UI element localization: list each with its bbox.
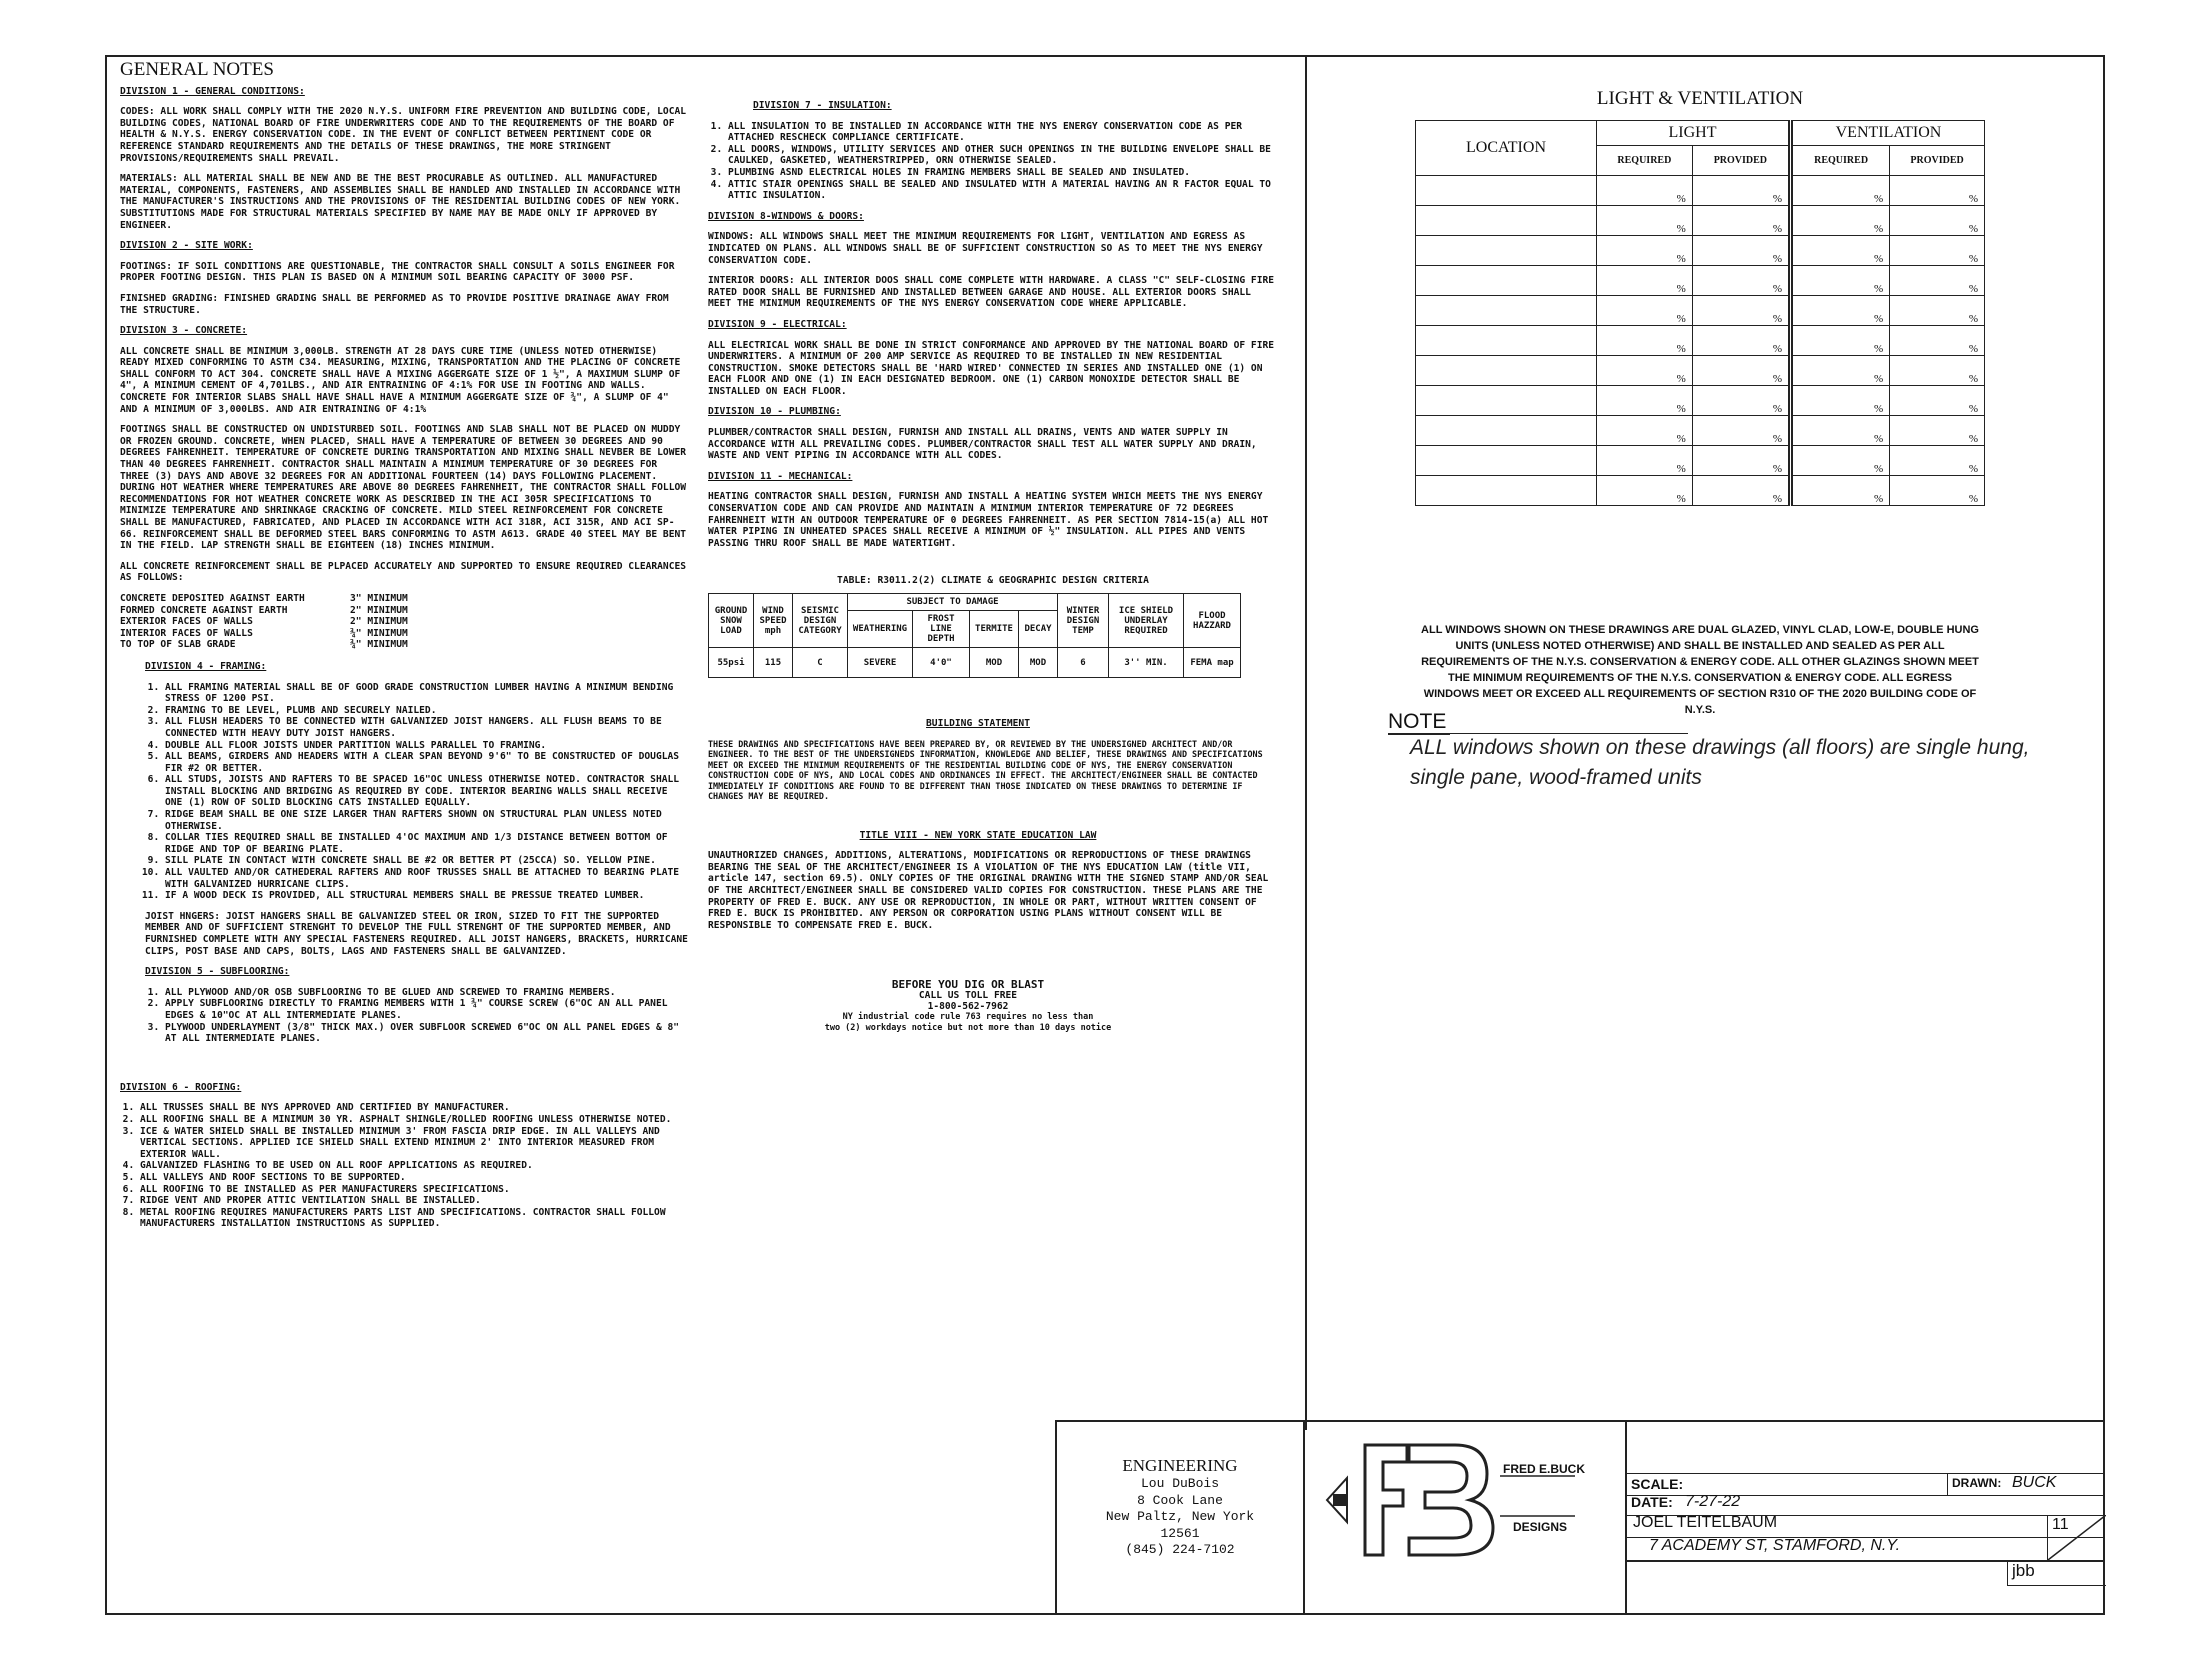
div6-item: 7. RIDGE VENT AND PROPER ATTIC VENTILATION SHALL BE INSTALLED. <box>140 1195 690 1207</box>
clearance-list <box>120 593 690 651</box>
div4-item: 10. ALL VAULTED AND/OR CATHEDERAL RAFTERS AND ROOF TRUSSES SHALL BE ATTACHED TO BEARING PLATE WITH GALVANIZED HURRICANE CLIPS. <box>165 867 690 890</box>
location-cell <box>1416 236 1597 266</box>
dig-call: CALL US TOLL FREE <box>918 990 1018 1002</box>
provided-header: PROVIDED <box>1692 146 1790 176</box>
percent-cell: % <box>1597 266 1693 296</box>
div3-footings: FOOTINGS SHALL BE CONSTRUCTED ON UNDISTURBED SOIL. FOOTINGS AND SLAB SHALL NOT BE PLACED ON MUDDY OR FROZEN GROUND. CONCRETE, WHEN PLACED, SHALL HAVE A TEMPERATURE OF BETWEEN 30 DEGREES AND 90 DEGREES FAHRENHEIT. TEMPERATURE OF CONCRETE DURING TRANSPORTATION AND MIXING SHALL NEVBER BE LOWER THAN 40 DEGREES FAHRENHEIT. CONTRACTOR SHALL MAINTAIN A MINIMUM TEMPERATURE OF 30 DEGREES FOR THREE (3) DAYS AND ABOVE 32 DEGREES FOR AN ADDITIONAL FOURTEEN (14) DAYS FOLLOWING PLACEMENT. DURING HOT WEATHER WHERE TEMPERATURES ARE ABOVE 80 DEGREES FAHRENHEIT, THE CONTRACTOR SHALL FOLLOW RECOMMENDATIONS FOR HOT WEATHER CONCRETE WORK AS DESCRIBED IN THE ACI 305R SPECIFICATIONS TO MINIMIZE TEMPERATURE AND SHRINKAGE CRACKING OF CONCRETE. MILD STEEL REINFORCEMENT FOR CONCRETE SHALL BE MANUFACTURED, FABRICATED, AND PLACED IN ACCORDANCE WITH ACI 318R, ACI 315R, AND ACI SP-66. REINFORCEMENT SHALL BE DEFORMED STEEL BARS CONFORMING TO ASTM A613. GRADE 40 STEEL MAY BE BENT IN THE FIELD. LAP STRENGTH SHALL BE EIGHTEEN (18) INCHES MINIMUM. <box>120 424 687 552</box>
div8-heading: DIVISION 8-WINDOWS & DOORS: <box>708 210 864 222</box>
percent-cell: % <box>1597 476 1693 506</box>
light-vent-row <box>1416 356 1985 386</box>
clearance-value: 2" MINIMUM <box>350 616 408 628</box>
percent-cell: % <box>1790 296 1889 326</box>
clearance-label: TO TOP OF SLAB GRADE <box>120 639 236 651</box>
climate-value: 3'' MIN. <box>1109 648 1184 678</box>
div11-mechanical: HEATING CONTRACTOR SHALL DESIGN, FURNISH AND INSTALL A HEATING SYSTEM WHICH MEETS THE NYS ENERGY CONSERVATION CODE AND CAN PROVIDE AND MAINTAIN A MINIMUM INTERIOR TEMPERATURE OF 72 DEGREES FAHRENHEIT WITH AN OUTDOOR TEMPERATURE OF 0 DEGREES FAHRENHEIT. AS PER SECTION 7814-15(a) ALL HOT WATER PIPING IN UNHEATED SPACES SHALL RECEIVE A MINIMUM OF ½" INSULATION. ALL PIPES AND VENTS PASSING THRU ROOF SHALL BE MADE WATERTIGHT. <box>708 491 1269 549</box>
div6-item: 3. ICE & WATER SHIELD SHALL BE INSTALLED MINIMUM 3' FROM FASCIA DRIP EDGE. IN ALL VALLEYS AND VERTICAL SECTIONS. APPLIED ICE SHIELD SHALL EXTEND MINIMUM 2' INTO INTERIOR MEASURED FROM EXTERIOR WALL. <box>140 1126 690 1161</box>
percent-cell: % <box>1790 206 1889 236</box>
percent-cell: % <box>1790 416 1889 446</box>
div5-list <box>145 987 690 1045</box>
percent-cell: % <box>1890 476 1985 506</box>
percent-cell: % <box>1890 206 1985 236</box>
percent-cell: % <box>1597 206 1693 236</box>
percent-cell: % <box>1597 296 1693 326</box>
climate-header: WIND SPEED mph <box>754 594 793 648</box>
climate-value: MOD <box>970 648 1019 678</box>
location-cell <box>1416 266 1597 296</box>
percent-cell: % <box>1790 476 1889 506</box>
div4-item: 6. ALL STUDS, JOISTS AND RAFTERS TO BE SPACED 16"OC UNLESS OTHERWISE NOTED. CONTRACTOR SHALL INSTALL BLOCKING AND BRIDGING AS REQUIRED BY CODE. INTERIOR BEARING WALLS SHALL RECEIVE ONE (1) ROW OF SOLID BLOCKING CATS INSTALLED EQUALLY. <box>165 774 690 809</box>
climate-value: FEMA map <box>1184 648 1241 678</box>
percent-cell: % <box>1597 446 1693 476</box>
general-notes-title: GENERAL NOTES <box>120 59 274 80</box>
location-cell <box>1416 416 1597 446</box>
climate-header: FROST LINE DEPTH <box>913 611 970 648</box>
div7-item: 1. ALL INSULATION TO BE INSTALLED IN ACCORDANCE WITH THE NYS ENERGY CONSERVATION CODE AS PER ATTACHED RESCHECK COMPLIANCE CERTIFICATE. <box>728 121 1278 144</box>
percent-cell: % <box>1692 386 1790 416</box>
location-cell <box>1416 386 1597 416</box>
div10-heading: DIVISION 10 - PLUMBING: <box>708 406 841 418</box>
light-vent-row <box>1416 446 1985 476</box>
clearance-label: EXTERIOR FACES OF WALLS <box>120 616 253 628</box>
percent-cell: % <box>1890 386 1985 416</box>
percent-cell: % <box>1597 326 1693 356</box>
div6-item: 4. GALVANIZED FLASHING TO BE USED ON ALL ROOF APPLICATIONS AS REQUIRED. <box>140 1160 690 1172</box>
logo-mark-icon <box>1325 1440 1625 1560</box>
clearance-label: CONCRETE DEPOSITED AGAINST EARTH <box>120 592 305 604</box>
div4-item: 3. ALL FLUSH HEADERS TO BE CONNECTED WITH GALVANIZED JOIST HANGERS. ALL FLUSH BEAMS TO BE CONNECTED WITH HEAVY DUTY JOIST HANGERS. <box>165 716 690 739</box>
percent-cell: % <box>1692 446 1790 476</box>
div4-item: 7. RIDGE BEAM SHALL BE ONE SIZE LARGER THAN RAFTERS SHOWN ON STRUCTURAL PLAN UNLESS NOTED OTHERWISE. <box>165 809 690 832</box>
building-statement-heading: BUILDING STATEMENT <box>926 718 1030 729</box>
climate-header: FLOOD HAZZARD <box>1184 594 1241 648</box>
light-vent-row <box>1416 206 1985 236</box>
percent-cell: % <box>1597 356 1693 386</box>
div9-heading: DIVISION 9 - ELECTRICAL: <box>708 318 847 330</box>
drawn-value: BUCK <box>2012 1474 2057 1491</box>
engineer-name: Lou DuBois <box>1140 1476 1219 1491</box>
light-vent-row <box>1416 176 1985 206</box>
div4-item: 1. ALL FRAMING MATERIAL SHALL BE OF GOOD GRADE CONSTRUCTION LUMBER HAVING A MINIMUM BENDING STRESS OF 1200 PSI. <box>165 682 690 705</box>
div5-item: 1. ALL PLYWOOD AND/OR OSB SUBFLOORING TO BE GLUED AND SCREWED TO FRAMING MEMBERS. <box>165 987 690 999</box>
light-vent-row <box>1416 476 1985 506</box>
div11-heading: DIVISION 11 - MECHANICAL: <box>708 470 853 482</box>
div4-item: 11. IF A WOOD DECK IS PROVIDED, ALL STRUCTURAL MEMBERS SHALL BE PRESSUE TREATED LUMBER. <box>165 890 690 902</box>
climate-value: MOD <box>1019 648 1058 678</box>
climate-header: DECAY <box>1019 611 1058 648</box>
logo-sub: DESIGNS <box>1513 1520 1568 1534</box>
div7-item: 3. PLUMBING ASND ELECTRICAL HOLES IN FRAMING MEMBERS SHALL BE SEALED AND INSULATED. <box>728 167 1278 179</box>
percent-cell: % <box>1890 296 1985 326</box>
div6-item: 5. ALL VALLEYS AND ROOF SECTIONS TO BE SUPPORTED. <box>140 1172 690 1184</box>
windows-note: ALL WINDOWS SHOWN ON THESE DRAWINGS ARE DUAL GLAZED, VINYL CLAD, LOW-E, DOUBLE HUNG UNITS (UNLESS NOTED OTHERWISE) AND SHALL BE INSTALLED AND SEALED AS PER ALL REQUIREMENTS OF THE N.Y.S. CONSERVATION & ENERGY CODE. ALL OTHER GLAZINGS SHOWN MEET THE MINIMUM REQUIREMENTS OF THE N.Y.S. CONSERVATION & ENERGY CODE. ALL EGRESS WINDOWS MEET OR EXCEED ALL REQUIREMENTS OF SECTION R310 OF THE 2020 BUILDING CODE OF N.Y.S. <box>1421 624 1979 716</box>
sheet-divider <box>1305 55 1307 1430</box>
div9-electrical: ALL ELECTRICAL WORK SHALL BE DONE IN STRICT CONFORMANCE AND APPROVED BY THE NATIONAL BOARD OF FIRE UNDERWRITERS. A MINIMUM OF 200 AMP SERVICE AS REQUIRED TO BE INSTALLED IN NEW RESIDENTIAL CONSTRUCTION. SMOKE DETECTORS SHALL BE 'HARD WIRED' CONNECTED IN SERIES AND INSTALLED ONE (1) ON EACH FLOOR AND ONE (1) IN EACH DESIGNATED BEDROOM. ONE (1) CARBON MONOXIDE DETECTOR SHALL BE INSTALLED ON EACH FLOOR. <box>708 339 1275 397</box>
div4-item: 2. FRAMING TO BE LEVEL, PLUMB AND SECURELY NAILED. <box>165 705 690 717</box>
climate-header: WEATHERING <box>848 611 913 648</box>
location-cell <box>1416 446 1597 476</box>
dig-rule: NY industrial code rule 763 requires no less than <box>842 1012 1094 1023</box>
light-vent-row <box>1416 266 1985 296</box>
div6-item: 1. ALL TRUSSES SHALL BE NYS APPROVED AND CERTIFIED BY MANUFACTURER. <box>140 1102 690 1114</box>
engineer-zip: 12561 <box>1160 1525 1200 1541</box>
percent-cell: % <box>1890 266 1985 296</box>
percent-cell: % <box>1597 386 1693 416</box>
div2-heading: DIVISION 2 - SITE WORK: <box>120 240 253 252</box>
div1-materials: MATERIALS: ALL MATERIAL SHALL BE NEW AND BE THE BEST PROCURABLE AS OUTLINED. ALL MANUFACTURED MATERIAL, COMPONENTS, FASTENERS, AND ASSEMBLIES SHALL BE HANDLED AND INSTALLED IN ACCORDANCE WITH THE MANUFACTURER'S INSTRUCTIONS AND THE PROVISIONS OF THE RESIDENTIAL BUILDING CODES OF NEW YORK. SUBSTITUTIONS MADE FOR STRUCTURAL MATERIALS SPECIFIED BY NAME MAY BE MADE ONLY IF APPROVED BY ENGINEER. <box>120 173 681 231</box>
div6-heading: DIVISION 6 - ROOFING: <box>120 1081 242 1093</box>
dig-title: BEFORE YOU DIG OR BLAST <box>891 978 1045 992</box>
div7-item: 2. ALL DOORS, WINDOWS, UTILITY SERVICES AND OTHER SUCH OPENINGS IN THE BUILDING ENVELOPE SHALL BE CAULKED, GASKETED, WEATHERSTRIPPED, ORN OTHERWISE SEALED. <box>728 144 1278 167</box>
climate-header: SEISMIC DESIGN CATEGORY <box>793 594 848 648</box>
climate-header: TERMITE <box>970 611 1019 648</box>
dig-phone: 1-800-562-7962 <box>927 1001 1009 1013</box>
handwritten-note: ALL windows shown on these drawings (all floors) are single hung, single pane, wood-framed units <box>1410 736 2030 789</box>
div7-list <box>708 121 1278 202</box>
div4-item: 9. SILL PLATE IN CONTACT WITH CONCRETE SHALL BE #2 OR BETTER PT (25CCA) SO. YELLOW PINE. <box>165 855 690 867</box>
location-cell <box>1416 356 1597 386</box>
clearance-label: INTERIOR FACES OF WALLS <box>120 627 253 639</box>
note-label: NOTE <box>1388 710 1450 735</box>
percent-cell: % <box>1890 416 1985 446</box>
clearance-value: 2" MINIMUM <box>350 604 408 616</box>
percent-cell: % <box>1790 176 1889 206</box>
clearance-value: ¾" MINIMUM <box>350 627 408 639</box>
light-vent-row <box>1416 296 1985 326</box>
general-notes-column-right <box>708 100 1278 1034</box>
div5-item: 3. PLYWOOD UNDERLAYMENT (3/8" THICK MAX.) OVER SUBFLOOR SCREWED 6"OC ON ALL PANEL EDGES & 8" AT ALL INTERMEDIATE PLANES. <box>165 1022 690 1045</box>
percent-cell: % <box>1890 236 1985 266</box>
clearance-value: 3" MINIMUM <box>350 592 408 604</box>
percent-cell: % <box>1890 356 1985 386</box>
sheet-number: 11 <box>2052 1516 2069 1533</box>
percent-cell: % <box>1790 446 1889 476</box>
percent-cell: % <box>1890 176 1985 206</box>
percent-cell: % <box>1790 356 1889 386</box>
general-notes-column-left <box>120 58 690 1239</box>
client-name: JOEL TEITELBAUM <box>1633 1514 1778 1531</box>
project-address: 7 ACADEMY ST, STAMFORD, N.Y. <box>1649 1537 1901 1554</box>
ventilation-header: VENTILATION <box>1790 121 1984 146</box>
light-vent-row <box>1416 416 1985 446</box>
div7-item: 4. ATTIC STAIR OPENINGS SHALL BE SEALED AND INSULATED WITH A MATERIAL HAVING AN R FACTOR EQUAL TO ATTIC INSULATION. <box>728 179 1278 202</box>
div4-joist-hangers: JOIST HNGERS: JOIST HANGERS SHALL BE GALVANIZED STEEL OR IRON, SIZED TO FIT THE SUPPORTED MEMBER AND OF SUFFICIENT STRENGHT TO DEVELOP THE FULL STRENGHT OF THE SUPPORTED MEMBER, AND FURNISHED COMPLETE WITH ANY SPECIAL FASTENERS REQUIRED. ALL JOIST HANGERS, BRACKETS, HURRICANE CLIPS, POST BASE AND CAPS, BOLTS, LAGS AND FASTENERS SHALL BE GALVANIZED. <box>145 910 688 957</box>
title8-text: UNAUTHORIZED CHANGES, ADDITIONS, ALTERATIONS, MODIFICATIONS OR REPRODUCTIONS OF THESE DRAWINGS BEARING THE SEAL OF THE ARCHITECT/ENGINEER IS A VIOLATION OF THE NYS EDUCATION LAW (title VII, article 147, section 69.5). ONLY COPIES OF THE ORIGINAL DRAWING WITH THE SIGNED STAMP AND/OR SEAL OF THE ARCHITECT/ENGINEER SHALL BE CONSIDERED VALID COPIES FOR CONSTRUCTION. THESE PLANS ARE THE PROPERTY OF FRED E. BUCK. ANY USE OR REPRODUCTION, IN WHOLE OR PART, WITHOUT WRITTEN CONSENT OF FRED E. BUCK IS PROHIBITED. ANY PERSON OR CORPORATION USING PLANS WITHOUT CONSENT WILL BE RESPONSIBLE TO COMPENSATE FRED E. BUCK. <box>708 850 1269 931</box>
percent-cell: % <box>1597 176 1693 206</box>
div2-grading: FINISHED GRADING: FINISHED GRADING SHALL BE PERFORMED AS TO PROVIDE POSITIVE DRAINAGE AWAY FROM THE STRUCTURE. <box>120 292 669 316</box>
dig-notice <box>708 979 1228 1034</box>
climate-header: GROUND SNOW LOAD <box>709 594 754 648</box>
climate-value: 55psi <box>709 648 754 678</box>
light-vent-row <box>1416 236 1985 266</box>
location-cell <box>1416 206 1597 236</box>
div3-concrete: ALL CONCRETE SHALL BE MINIMUM 3,000LB. STRENGTH AT 28 DAYS CURE TIME (UNLESS NOTED OTHERWISE) READY MIXED CONFORMING TO ASTM C34. MEASURING, MIXING, TRANSPORTATION AND THE PLACING OF CONCRETE SHALL CONFORM TO ACT 304. CONCRETE SHALL HAVE A MIXING AGGERGATE SIZE OF 1 ½", A MAXIMUM SLUMP OF 4", A MINIMUM CEMENT OF 4,701LBS., AND AIR ENTRAINING OF 4:1% FOR USE IN FOOTING AND WALLS. CONCRETE FOR INTERIOR SLABS SHALL HAVE SHALL HAVE A MINIMUM AGGERGATE SIZE OF ¾", A SLUMP OF 4" AND A MINIMUM OF 3,000LBS. AND AIR ENTRAINING OF 4:1% <box>120 345 681 415</box>
light-header: LIGHT <box>1597 121 1791 146</box>
climate-table <box>708 593 1241 678</box>
div5-heading: DIVISION 5 - SUBFLOORING: <box>145 966 290 978</box>
climate-value: 6 <box>1058 648 1109 678</box>
percent-cell: % <box>1597 236 1693 266</box>
div7-heading: DIVISION 7 - INSULATION: <box>753 100 892 111</box>
div2-footings: FOOTINGS: IF SOIL CONDITIONS ARE QUESTIONABLE, THE CONTRACTOR SHALL CONSULT A SOILS ENGINEER FOR PROPER FOOTING DESIGN. THIS PLAN IS BASED ON A MINIMUM SOIL BEARING CAPACITY OF 3000 PSF. <box>120 260 675 284</box>
div1-heading: DIVISION 1 - GENERAL CONDITIONS: <box>120 85 305 97</box>
title-block <box>1625 1420 2105 1615</box>
building-statement-text: THESE DRAWINGS AND SPECIFICATIONS HAVE BEEN PREPARED BY, OR REVIEWED BY THE UNDERSIGNED ARCHITECT AND/OR ENGINEER. TO THE BEST OF THE UNDERSIGNEDS INFORMATION, KNOWLEDGE AND BELIEF, THESE DRAWINGS AND SPECIFICATIONS MEET OR EXCEED THE MINIMUM REQUIREMENTS OF THE RESIDENTIAL BUILDING CODE OF NYS, THE ENERGY CONSERVATION CONSTRUCTION CODE OF NYS, AND LOCAL CODES AND ORDINANCES IN EFFECT. THE ARCHITECT/ENGINEER SHALL BE CONTACTED IMMEDIATELY IF CONDITIONS ARE FOUND TO BE DIFFERENT THAN THOSE INDICATED ON THESE DRAWINGS TO DETERMINE IF CHANGES MAY BE REQUIRED. <box>708 738 1263 802</box>
clearance-label: FORMED CONCRETE AGAINST EARTH <box>120 604 288 616</box>
provided-header: PROVIDED <box>1890 146 1985 176</box>
climate-header: ICE SHIELD UNDERLAY REQUIRED <box>1109 594 1184 648</box>
percent-cell: % <box>1790 266 1889 296</box>
location-header: LOCATION <box>1416 121 1597 176</box>
light-vent-title: LIGHT & VENTILATION <box>1596 88 1804 109</box>
required-header: REQUIRED <box>1790 146 1889 176</box>
div3-reinforcement: ALL CONCRETE REINFORCEMENT SHALL BE PLPACED ACCURATELY AND SUPPORTED TO ENSURE REQUIRED CLEARANCES AS FOLLOWS: <box>120 560 687 584</box>
div8-windows: WINDOWS: ALL WINDOWS SHALL MEET THE MINIMUM REQUIREMENTS FOR LIGHT, VENTILATION AND EGRESS AS INDICATED ON PLANS. ALL WINDOWS SHALL BE OF SUFFICIENT CONSTRUCTION SO AS TO MEET THE NYS ENERGY CONSERVATION CODE. <box>708 231 1263 266</box>
engineer-city: New Paltz, New York <box>1105 1509 1255 1524</box>
fred-buck-logo <box>1325 1440 1625 1560</box>
percent-cell: % <box>1692 296 1790 326</box>
climate-value: 4'0" <box>913 648 970 678</box>
percent-cell: % <box>1790 386 1889 416</box>
engineering-title: ENGINEERING <box>1122 1456 1238 1475</box>
div6-item: 2. ALL ROOFING SHALL BE A MINIMUM 30 YR. ASPHALT SHINGLE/ROLLED ROOFING UNLESS OTHERWISE NOTED. <box>140 1114 690 1126</box>
light-vent-table <box>1415 120 1985 506</box>
date-value: 7-27-22 <box>1685 1493 1741 1510</box>
percent-cell: % <box>1692 266 1790 296</box>
div8-doors: INTERIOR DOORS: ALL INTERIOR DOOS SHALL COME COMPLETE WITH HARDWARE. A CLASS "C" SELF-CLOSING FIRE RATED DOOR SHALL BE FURNISHED AND INSTALLED BETWEEN GARAGE AND HOUSE. ALL EXTERIOR DOORS SHALL MEET THE MINIMUM REQUIREMENTS OF THE NYS ENERGY CONSERVATION CODE WHERE APPLICABLE. <box>708 275 1275 310</box>
percent-cell: % <box>1890 326 1985 356</box>
location-cell <box>1416 476 1597 506</box>
location-cell <box>1416 296 1597 326</box>
percent-cell: % <box>1692 326 1790 356</box>
percent-cell: % <box>1692 416 1790 446</box>
percent-cell: % <box>1790 236 1889 266</box>
location-cell <box>1416 326 1597 356</box>
light-vent-row <box>1416 326 1985 356</box>
climate-header: SUBJECT TO DAMAGE <box>848 594 1058 611</box>
div10-plumbing: PLUMBER/CONTRACTOR SHALL DESIGN, FURNISH AND INSTALL ALL DRAINS, VENTS AND WATER SUPPLY IN ACCORDANCE WITH ALL PREVAILING CODES. PLUMBER/CONTRACTOR SHALL TEST ALL WATER SUPPLY AND DRAIN, WASTE AND VENT PIPING IN ACCORDANCE WITH ALL CODES. <box>708 427 1257 462</box>
percent-cell: % <box>1692 176 1790 206</box>
location-cell <box>1416 176 1597 206</box>
div4-list <box>145 682 690 902</box>
title8-heading: TITLE VIII - NEW YORK STATE EDUCATION LAW <box>859 829 1097 841</box>
div6-item: 8. METAL ROOFING REQUIRES MANUFACTURERS PARTS LIST AND SPECIFICATIONS. CONTRACTOR SHALL FOLLOW MANUFACTURERS INSTALLATION INSTRUCTIONS AS SUPPLIED. <box>140 1207 690 1230</box>
percent-cell: % <box>1692 206 1790 236</box>
engineering-block <box>1055 1420 1305 1615</box>
engineer-phone: (845) 224-7102 <box>1125 1542 1235 1557</box>
logo-name: FRED E.BUCK <box>1503 1462 1586 1476</box>
dig-rule-2: two (2) workdays notice but not more than 10 days notice <box>824 1023 1112 1034</box>
div1-codes: CODES: ALL WORK SHALL COMPLY WITH THE 2020 N.Y.S. UNIFORM FIRE PREVENTION AND BUILDING CODE, LOCAL BUILDING CODES, NATIONAL BOARD OF FIRE UNDERWRITERS CODE AND TO THE REQUIREMENTS OF THE BOARD OF HEALTH & N.Y.S. ENERGY CONSERVATION CODE. IN THE EVENT OF CONFLICT BETWEEN PERTINENT CODE OR REFERENCE STANDARD REQUIREMENTS AND THE DETAILS OF THESE DRAWINGS, THE MORE STRINGENT PROVISIONS/REQUIREMENTS SHALL PREVAIL. <box>120 106 687 164</box>
climate-value: SEVERE <box>848 648 913 678</box>
climate-value: C <box>793 648 848 678</box>
scale-label: SCALE: <box>1631 1476 1684 1492</box>
div4-item: 4. DOUBLE ALL FLOOR JOISTS UNDER PARTITION WALLS PARALLEL TO FRAMING. <box>165 740 690 752</box>
percent-cell: % <box>1692 236 1790 266</box>
percent-cell: % <box>1692 356 1790 386</box>
div6-list <box>120 1102 690 1230</box>
required-header: REQUIRED <box>1597 146 1693 176</box>
engineer-address: 8 Cook Lane <box>1137 1492 1223 1508</box>
drafter-initials: jbb <box>2012 1561 2035 1580</box>
percent-cell: % <box>1692 476 1790 506</box>
div5-item: 2. APPLY SUBFLOORING DIRECTLY TO FRAMING MEMBERS WITH 1 ¾" COURSE SCREW (6"OC AN ALL PANEL EDGES & 10"OC AT ALL INTERMEDIATE PLANES. <box>165 998 690 1021</box>
clearance-value: ¾" MINIMUM <box>350 639 408 651</box>
percent-cell: % <box>1597 416 1693 446</box>
light-vent-row <box>1416 386 1985 416</box>
drawn-label: DRAWN: <box>1952 1476 2002 1490</box>
div4-item: 5. ALL BEAMS, GIRDERS AND HEADERS WITH A CLEAR SPAN BEYOND 9'6" TO BE CONSTRUCTED OF DOUGLAS FIR #2 OR BETTER. <box>165 751 690 774</box>
climate-header: WINTER DESIGN TEMP <box>1058 594 1109 648</box>
climate-table-title: TABLE: R3011.2(2) CLIMATE & GEOGRAPHIC DESIGN CRITERIA <box>837 575 1149 587</box>
percent-cell: % <box>1790 326 1889 356</box>
div4-heading: DIVISION 4 - FRAMING: <box>145 660 267 672</box>
climate-value: 115 <box>754 648 793 678</box>
percent-cell: % <box>1890 446 1985 476</box>
div3-heading: DIVISION 3 - CONCRETE: <box>120 325 248 337</box>
date-label: DATE: <box>1631 1494 1673 1510</box>
div4-item: 8. COLLAR TIES REQUIRED SHALL BE INSTALLED 4'OC MAXIMUM AND 1/3 DISTANCE BETWEEN BOTTOM OF RIDGE AND TOP OF BEARING PLATE. <box>165 832 690 855</box>
div6-item: 6. ALL ROOFING TO BE INSTALLED AS PER MANUFACTURERS SPECIFICATIONS. <box>140 1184 690 1196</box>
